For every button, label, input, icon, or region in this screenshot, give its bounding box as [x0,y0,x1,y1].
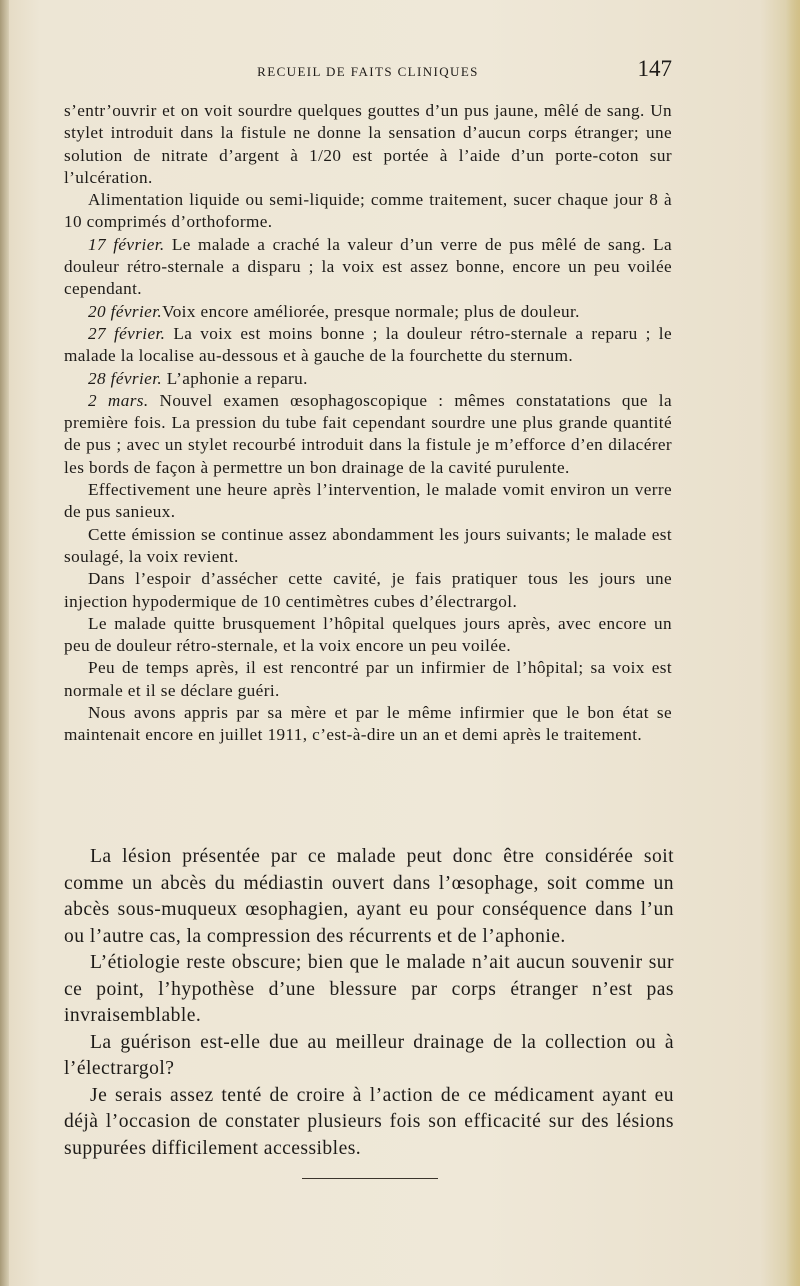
paragraph: s’entr’ouvrir et on voit sourdre quelques gouttes d’un pus jaune, mêlé de sang. Un stylet introduit dans la fistule ne donne la sensation d’aucun corps étranger; une solution de nitrate d’argent à 1/20 est portée à l’aide d’un porte-coton sur l’ulcération. [64,101,672,187]
page-spine-shadow [0,0,9,1286]
discussion-text [64,844,674,1162]
paragraph: Peu de temps après, il est rencontré par un infirmier de l’hôpital; sa voix est normale et il se déclare guéri. [64,658,672,700]
entry-date: 28 février. [88,368,163,388]
running-head: RECUEIL DE FAITS CLINIQUES [257,64,479,79]
entry-text: La voix est moins bonne ; la douleur rétro-sternale a reparu ; le malade la localise au-dessous et à gauche de la fourchette du sternum. [64,323,672,366]
paragraph [64,323,672,368]
paragraph: Cette émission se continue assez abondamment les jours suivants; le malade est soulagé, la voix revient. [64,524,672,566]
paragraph [64,368,672,390]
entry-text: L’aphonie a reparu. [162,368,308,388]
paragraph: Effectivement une heure après l’intervention, le malade vomit environ un verre de pus sanieux. [64,480,672,522]
paragraph [64,301,672,323]
paragraph: Le malade quitte brusquement l’hôpital quelques jours après, avec encore un peu de douleur rétro-sternale, et la voix encore un peu voilée. [64,613,672,656]
paragraph: Je serais assez tenté de croire à l’action de ce médicament ayant eu déjà l’occasion de constater plusieurs fois son efficacité sur des lésions suppurées difficilement accessibles. [64,1084,674,1159]
entry-date: 2 mars. [88,390,149,410]
entry-text: Nouvel examen œsophagoscopique : mêmes constatations que la première fois. La pression du tube fait cependant sourdre une plus grande quantité de pus ; avec un stylet recourbé introduit dans la fistule je m’efforce d’en dilacérer les bords de façon à permettre un bon drainage de la cavité purulente. [64,390,672,477]
paragraph: La guérison est-elle due au meilleur drainage de la collection ou à l’électrargol? [64,1031,674,1079]
page-number: 147 [637,56,672,81]
entry-text: Le malade a craché la valeur d’un verre de pus mêlé de sang. La douleur rétro-sternale a disparu ; la voix est assez bonne, encore un peu voilée cependant. [64,234,672,299]
entry-date: 20 février. [88,301,163,321]
paragraph: La lésion présentée par ce malade peut donc être considérée soit comme un abcès du médiastin ouvert dans l’œsophage, soit comme un abcès sous-muqueux œsophagien, ayant eu pour conséquence dans l’un ou l’autre cas, la compression des récurrents et de l’aphonie. [64,846,674,947]
case-report-text [64,100,672,747]
paragraph [64,390,672,479]
entry-date: 27 février. [88,323,166,343]
paragraph: Nous avons appris par sa mère et par le même infirmier que le bon état se maintenait encore en juillet 1911, c’est-à-dire un an et demi après le traitement. [64,703,672,745]
section-divider [302,1178,438,1179]
entry-text: Voix encore améliorée, presque normale; plus de douleur. [162,301,580,321]
paragraph: L’étiologie reste obscure; bien que le malade n’ait aucun souvenir sur ce point, l’hypothèse d’une blessure par corps étranger n’est pas invraisemblable. [64,952,674,1026]
entry-date: 17 février. [88,234,165,254]
paragraph [64,234,672,301]
paragraph: Alimentation liquide ou semi-liquide; comme traitement, sucer chaque jour 8 à 10 comprimés d’orthoforme. [64,190,672,232]
paragraph: Dans l’espoir d’assécher cette cavité, je fais pratiquer tous les jours une injection hypodermique de 10 centimètres cubes d’électrargol. [64,569,672,611]
page-edge [786,0,800,1286]
page-header [64,56,672,84]
